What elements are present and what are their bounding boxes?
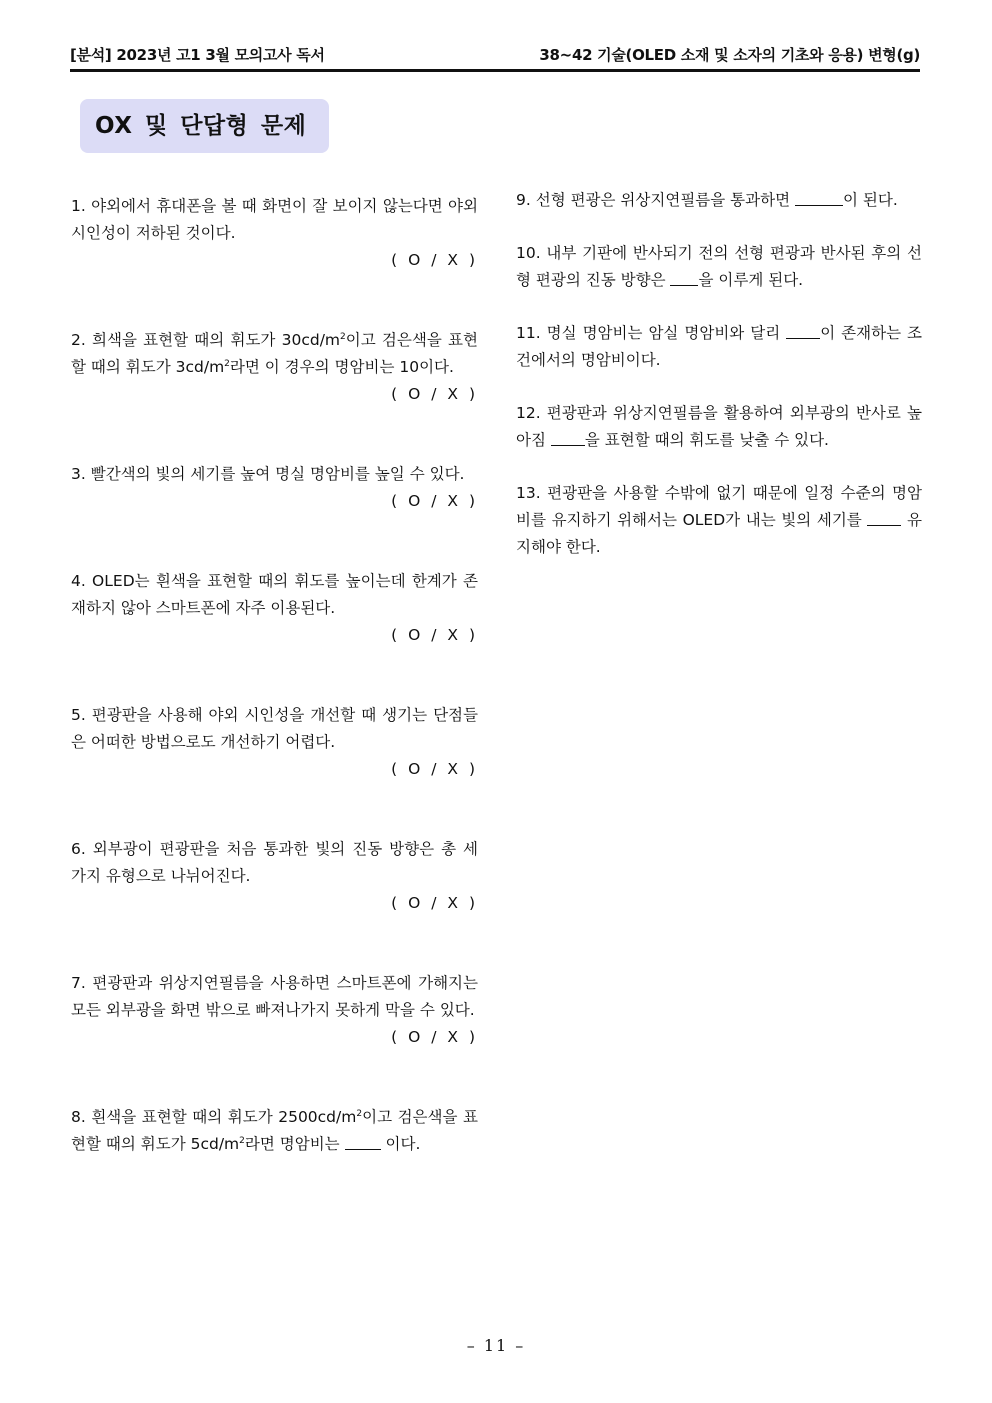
- question-10-blank[interactable]: [670, 271, 698, 286]
- question-10-text-b: 을 이루게 된다.: [698, 271, 804, 289]
- left-column: [71, 193, 478, 1158]
- question-12: [516, 400, 922, 454]
- question-3-text: 3. 빨간색의 빛의 세기를 높여 명실 명암비를 높일 수 있다.: [71, 465, 465, 483]
- question-11: [516, 320, 922, 374]
- question-8-text-b: 이고 검은색을 표현할 때의 휘도가 5cd/m: [71, 1108, 478, 1153]
- question-12-text-a: 12. 편광판과 위상지연필름을 활용하여 외부광의 반사로 높아짐: [516, 404, 922, 449]
- question-8: [71, 1104, 478, 1158]
- question-13-text-b: 유지해야 한다.: [516, 511, 922, 556]
- question-9-text-a: 9. 선형 편광은 위상지연필름을 통과하면: [516, 191, 795, 209]
- question-5-ox: ( O / X ): [391, 760, 478, 778]
- question-9-text-b: 이 된다.: [843, 191, 898, 209]
- question-8-blank[interactable]: [345, 1135, 381, 1150]
- header-right-title: 38~42 기술(OLED 소재 및 소자의 기초와 응용) 변형(g): [539, 46, 920, 64]
- question-6-ox: ( O / X ): [391, 894, 478, 912]
- question-8-sup-2: 2: [239, 1136, 245, 1146]
- question-13-text: [516, 480, 922, 561]
- question-4-text: 4. OLED는 흰색을 표현할 때의 휘도를 높이는데 한계가 존재하지 않아 스마트폰에 자주 이용된다.: [71, 572, 478, 617]
- question-9-blank[interactable]: [795, 191, 843, 206]
- question-4-ox: ( O / X ): [391, 626, 478, 644]
- question-1: [71, 193, 478, 274]
- question-2-sup-2: 2: [224, 359, 230, 369]
- question-1-text: 1. 야외에서 휴대폰을 볼 때 화면이 잘 보이지 않는다면 야외 시인성이 저하된 것이다.: [71, 197, 478, 242]
- question-2: [71, 327, 478, 408]
- question-8-sup-1: 2: [356, 1109, 363, 1119]
- question-11-blank[interactable]: [786, 324, 820, 339]
- question-7-text: 7. 편광판과 위상지연필름을 사용하면 스마트폰에 가해지는 모든 외부광을 화면 밖으로 빠져나가지 못하게 막을 수 있다.: [71, 974, 478, 1019]
- question-12-blank[interactable]: [551, 431, 585, 446]
- question-4: [71, 568, 478, 649]
- question-2-ox: ( O / X ): [391, 385, 478, 403]
- section-title: OX 및 단답형 문제: [80, 99, 329, 153]
- right-column: [516, 187, 922, 561]
- question-9: [516, 187, 922, 214]
- question-6-text: 6. 외부광이 편광판을 처음 통과한 빛의 진동 방향은 총 세 가지 유형으로 나뉘어진다.: [71, 840, 478, 885]
- question-10-text-a: 10. 내부 기판에 반사되기 전의 선형 편광과 반사된 후의 선형 편광의 진동 방향은: [516, 244, 922, 289]
- question-13: [516, 480, 922, 561]
- question-12-text: [516, 400, 922, 454]
- question-3-ox: ( O / X ): [391, 492, 478, 510]
- question-2-text-a: 2. 희색을 표현할 때의 휘도가 30cd/m: [71, 331, 341, 349]
- question-8-text-a: 8. 흰색을 표현할 때의 휘도가 2500cd/m: [71, 1108, 357, 1126]
- question-6: [71, 836, 478, 917]
- question-3: [71, 461, 478, 515]
- question-5-text: 5. 편광판을 사용해 야외 시인성을 개선할 때 생기는 단점들은 어떠한 방법으로도 개선하기 어렵다.: [71, 706, 478, 751]
- header-left-title: [분석] 2023년 고1 3월 모의고사 독서: [70, 46, 325, 64]
- question-11-text: [516, 320, 922, 374]
- question-12-text-b: 을 표현할 때의 휘도를 낮출 수 있다.: [584, 431, 829, 449]
- question-10: [516, 240, 922, 294]
- question-7: [71, 970, 478, 1051]
- question-11-text-a: 11. 명실 명암비는 암실 명암비와 달리: [516, 324, 787, 342]
- question-2-text-c: 라면 이 경우의 명암비는 10이다.: [229, 358, 454, 376]
- question-2-text: [71, 327, 478, 381]
- question-8-text: [71, 1104, 478, 1158]
- question-9-text: [516, 187, 922, 214]
- page-number: – 11 –: [466, 1336, 526, 1355]
- question-8-text-c: 라면 명암비는: [244, 1135, 345, 1153]
- question-2-text-b: 이고 검은색을 표현할 때의 휘도가 3cd/m: [71, 331, 478, 376]
- question-1-ox: ( O / X ): [391, 251, 478, 269]
- question-11-text-b: 이 존재하는 조건에서의 명암비이다.: [516, 324, 922, 369]
- question-5: [71, 702, 478, 783]
- question-2-sup-1: 2: [340, 332, 346, 342]
- question-13-text-a: 13. 편광판을 사용할 수밖에 없기 때문에 일정 수준의 명암비를 유지하기 위해서는 OLED가 내는 빛의 세기를: [516, 484, 922, 529]
- question-8-text-d: 이다.: [385, 1135, 421, 1153]
- question-7-ox: ( O / X ): [391, 1028, 478, 1046]
- question-13-blank[interactable]: [867, 511, 901, 526]
- question-10-text: [516, 240, 922, 294]
- header-divider: [70, 69, 920, 72]
